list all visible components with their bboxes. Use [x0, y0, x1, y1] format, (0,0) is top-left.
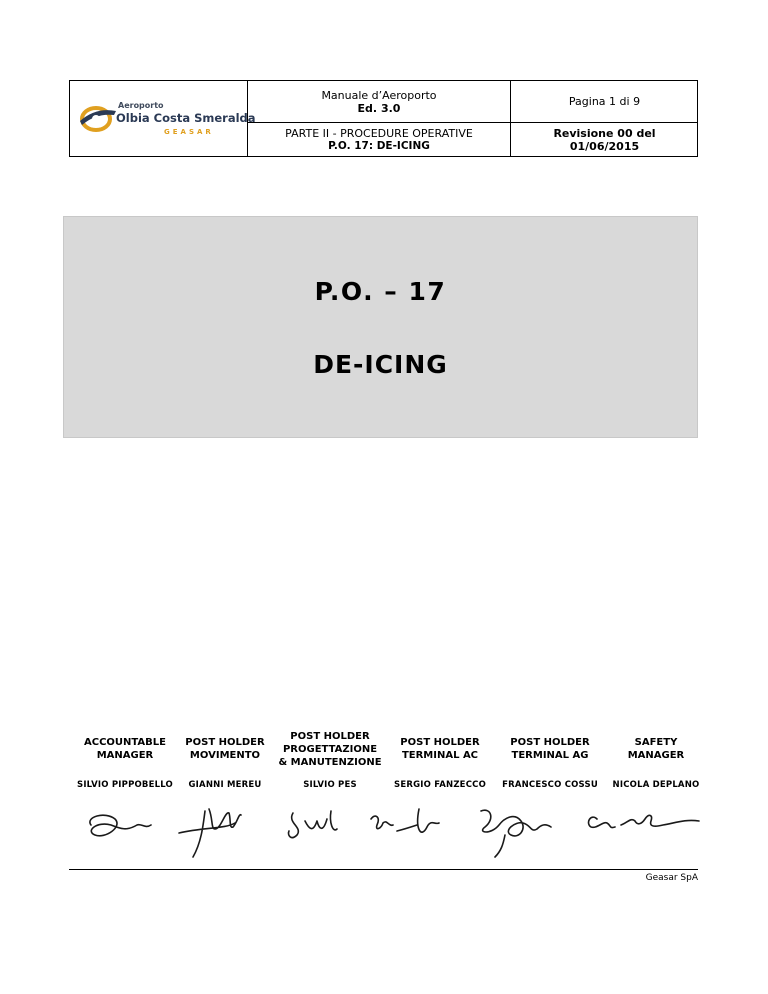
approver-role-line: PROGETTAZIONE [282, 743, 378, 755]
signature-stroke [589, 815, 699, 827]
approver-role-line: MANAGER [627, 750, 685, 761]
footer-company: Geasar SpA [645, 873, 698, 883]
procedure-cell [248, 127, 510, 153]
document-header-table [69, 80, 698, 157]
revision-cell [511, 127, 698, 153]
cover-title-box [63, 216, 698, 438]
approver-name: SILVIO PES [303, 780, 357, 790]
approver-role-line: TERMINAL AC [401, 750, 479, 761]
approver-role-line: POST HOLDER [185, 737, 265, 748]
approver-role [495, 723, 605, 775]
approver-role-line: POST HOLDER [510, 737, 590, 748]
approver-role-line: & MANUTENZIONE [278, 756, 382, 768]
approver-role-line: MOVIMENTO [189, 750, 261, 761]
approver-name: FRANCESCO COSSU [502, 780, 598, 790]
approver-role-line: POST HOLDER [290, 730, 370, 742]
approver-role-line: POST HOLDER [400, 737, 480, 748]
approver-name: SILVIO PIPPOBELLO [77, 780, 173, 790]
approver-name: NICOLA DEPLANO [612, 780, 700, 790]
approver-role-line: SAFETY [634, 737, 678, 748]
revision-date: 01/06/2015 [569, 140, 640, 153]
approver-name: GIANNI MEREU [188, 780, 262, 790]
manual-title-cell [248, 89, 510, 115]
handwritten-signatures [75, 799, 707, 859]
manual-edition: Ed. 3.0 [357, 102, 401, 115]
approver-name: SERGIO FANZECCO [394, 780, 486, 790]
logo-text-company: GEASAR [164, 128, 214, 136]
logo-text-aeroporto: Aeroporto [118, 101, 164, 110]
procedure-title: DE-ICING [313, 350, 448, 379]
header-divider [247, 122, 697, 123]
signature-stroke [481, 810, 551, 857]
approver-role [175, 723, 275, 775]
revision-label: Revisione 00 del [553, 127, 656, 140]
approver-role-line: TERMINAL AG [511, 750, 589, 761]
page-number: Pagina 1 di 9 [568, 95, 641, 108]
signature-stroke [371, 809, 439, 832]
approval-signatures-table [75, 723, 707, 858]
logo-text-airport-name: Olbia Costa Smeralda [116, 111, 256, 125]
approver-role [75, 723, 175, 775]
procedure-name: P.O. 17: DE-ICING [328, 140, 430, 152]
airport-logo [78, 95, 256, 143]
signature-stroke [288, 811, 337, 838]
approver-role-line: ACCOUNTABLE [83, 737, 167, 748]
manual-part: PARTE II - PROCEDURE OPERATIVE [285, 127, 473, 140]
approver-role-line: MANAGER [96, 750, 154, 761]
signature-stroke [90, 815, 151, 836]
approver-role [275, 723, 385, 775]
footer-rule [69, 869, 698, 870]
approver-role [385, 723, 495, 775]
procedure-code: P.O. – 17 [314, 277, 447, 306]
airport-logo-mark-icon [78, 99, 118, 139]
manual-title: Manuale d’Aeroporto [321, 89, 437, 102]
approver-role [605, 723, 707, 775]
signature-stroke [179, 809, 241, 857]
